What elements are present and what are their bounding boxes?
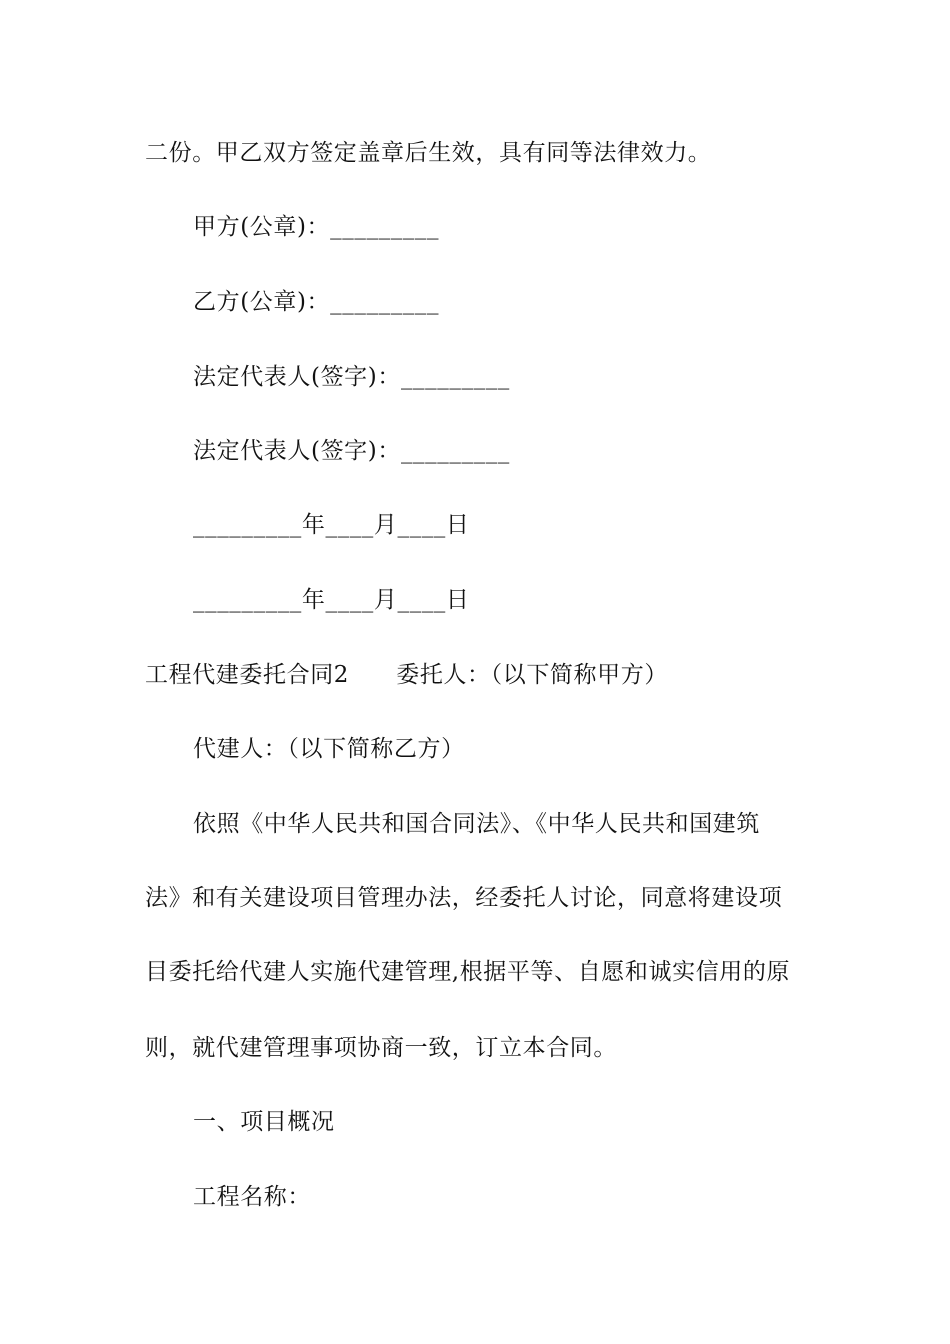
text-line-copies-effect: 二份。甲乙双方签定盖章后生效，具有同等法律效力。 [145, 140, 712, 166]
text-line-contract-title: 工程代建委托合同2 委托人：（以下简称甲方） [145, 662, 668, 688]
text-line-date-a: _________年____月____日 [193, 512, 470, 538]
text-line-legal-rep-a: 法定代表人(签字)：_________ [193, 364, 510, 390]
text-line-paragraph-2: 法》和有关建设项目管理办法，经委托人讨论，同意将建设项 [145, 885, 783, 911]
text-line-project-name: 工程名称： [193, 1184, 311, 1210]
text-line-party-a-seal: 甲方(公章)：_________ [193, 214, 440, 240]
text-line-legal-rep-b: 法定代表人(签字)：_________ [193, 438, 510, 464]
text-line-party-b-seal: 乙方(公章)：_________ [193, 289, 440, 315]
section-heading-project-overview: 一、项目概况 [193, 1109, 335, 1135]
text-line-paragraph-3: 目委托给代建人实施代建管理,根据平等、自愿和诚实信用的原 [145, 959, 791, 985]
text-line-paragraph-1: 依照《中华人民共和国合同法》、《中华人民共和国建筑 [193, 811, 760, 837]
text-line-agent: 代建人：（以下简称乙方） [193, 736, 465, 762]
text-line-date-b: _________年____月____日 [193, 587, 470, 613]
text-line-paragraph-4: 则，就代建管理事项协商一致，订立本合同。 [145, 1035, 617, 1061]
